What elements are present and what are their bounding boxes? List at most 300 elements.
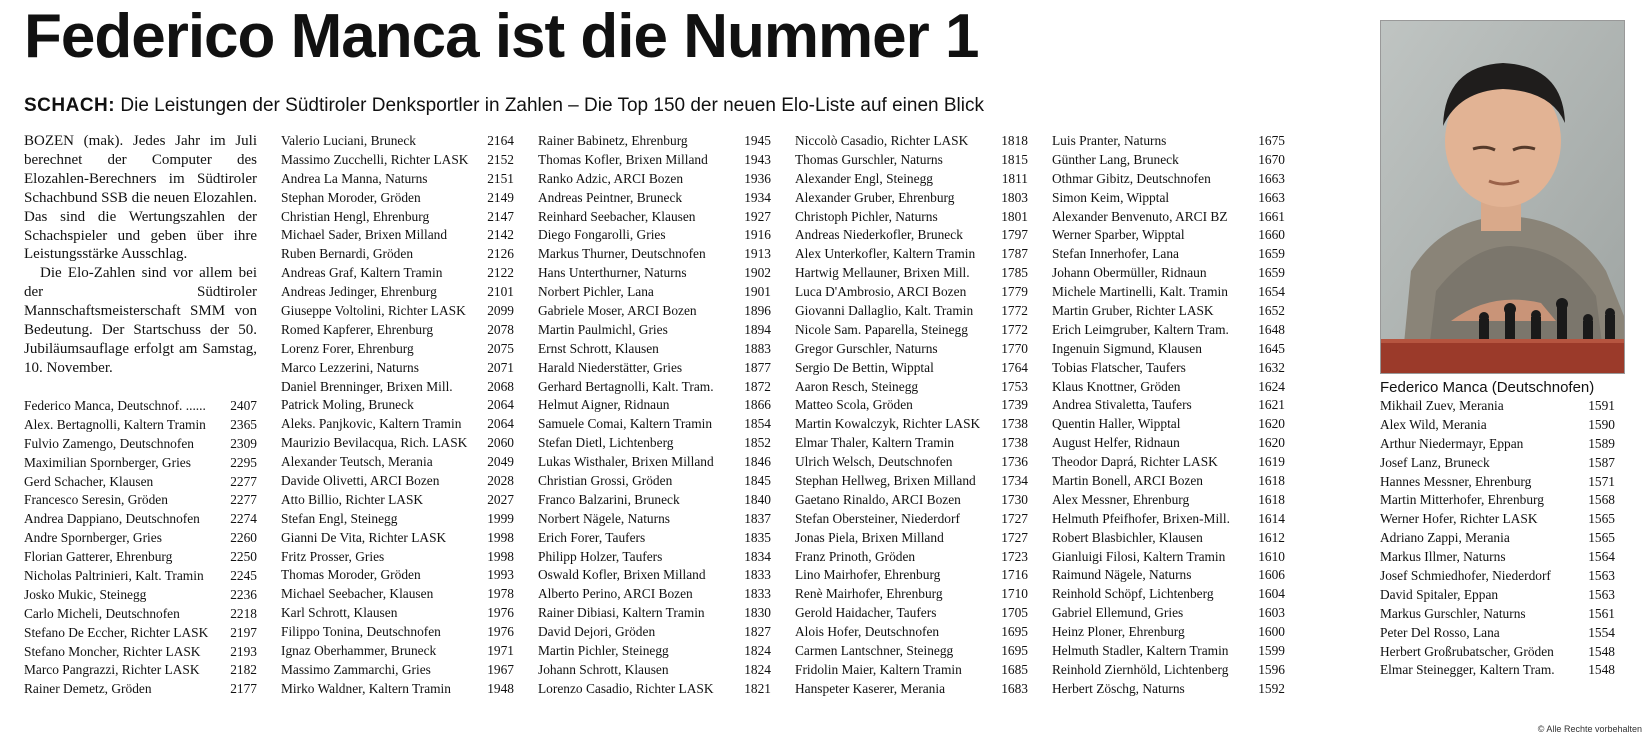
player-name: Gerold Haidacher, Taufers <box>795 605 937 621</box>
elo-rating: 1945 <box>744 133 771 148</box>
player-name: Florian Gatterer, Ehrenburg <box>24 549 173 565</box>
player-name: Martin Mitterhofer, Ehrenburg <box>1380 492 1544 508</box>
player-name: August Helfer, Ridnaun <box>1052 435 1180 451</box>
copyright-notice: © Alle Rechte vorbehalten <box>1537 724 1642 734</box>
elo-rating: 1753 <box>1001 378 1028 394</box>
player-name: Tobias Flatscher, Taufers <box>1052 359 1186 375</box>
elo-list-entry <box>795 208 1028 227</box>
elo-rating: 1824 <box>744 643 771 659</box>
elo-list-entry <box>538 302 771 321</box>
elo-list-entry <box>281 151 514 170</box>
player-name: Martin Pichler, Steinegg <box>538 643 669 659</box>
elo-rating: 1723 <box>1001 548 1028 564</box>
player-name: Aleks. Panjkovic, Kaltern Tramin <box>281 416 462 432</box>
elo-list-entry <box>1380 491 1615 510</box>
elo-list-entry <box>795 245 1028 264</box>
elo-rating: 1564 <box>1588 549 1615 565</box>
player-name: Mikhail Zuev, Merania <box>1380 398 1504 413</box>
elo-list-entry <box>1052 189 1285 208</box>
elo-list-entry <box>281 283 514 302</box>
player-name: Hanspeter Kaserer, Merania <box>795 680 946 696</box>
elo-list-entry <box>1052 642 1285 661</box>
player-name: Maximilian Spornberger, Gries <box>24 454 191 470</box>
elo-list-entry <box>1380 605 1615 624</box>
elo-rating: 1661 <box>1258 208 1285 224</box>
elo-list-entry <box>795 378 1028 397</box>
elo-list-entry <box>1052 680 1285 699</box>
player-name: Markus Illmer, Naturns <box>1380 549 1506 565</box>
elo-rating: 1943 <box>744 151 771 167</box>
elo-rating: 2049 <box>487 454 514 470</box>
player-name: Herbert Großrubatscher, Gröden <box>1380 643 1554 659</box>
player-name: Andreas Jedinger, Ehrenburg <box>281 284 437 300</box>
elo-list-entry <box>538 661 771 680</box>
elo-list-entry <box>1380 416 1615 435</box>
elo-rating: 1663 <box>1258 189 1285 205</box>
player-photo <box>1380 20 1625 374</box>
player-name: Karl Schrott, Klausen <box>281 605 398 621</box>
elo-list-entry <box>1052 604 1285 623</box>
elo-list-entry <box>538 321 771 340</box>
elo-rating: 2164 <box>487 133 514 148</box>
player-name: Lukas Wisthaler, Brixen Milland <box>538 454 714 470</box>
player-name: Elmar Steinegger, Kaltern Tram. <box>1380 662 1555 678</box>
elo-rating: 2027 <box>487 491 514 507</box>
player-name: Martin Gruber, Richter LASK <box>1052 303 1214 319</box>
player-name: Ranko Adzic, ARCI Bozen <box>538 170 684 186</box>
elo-list-entry <box>538 434 771 453</box>
player-name: Ruben Bernardi, Gröden <box>281 246 414 262</box>
intro-paragraph-1: BOZEN (mak). Jedes Jahr im Juli berechnet der Computer des Elozahlen-Berechners im Südtiroler Schachbund SSB die neuen Elozahlen. Das sind die Wertungszahlen der Schachspieler und geben über ihre Leistungsstärke Ausschlag. <box>24 133 257 263</box>
elo-list-entry <box>538 245 771 264</box>
elo-rating: 1604 <box>1258 586 1285 602</box>
elo-rating: 1803 <box>1001 189 1028 205</box>
elo-list-entry <box>281 623 514 642</box>
elo-list-entry <box>1052 661 1285 680</box>
elo-list-entry <box>795 529 1028 548</box>
elo-list-entry <box>1052 132 1285 151</box>
player-name: Stefan Engl, Steinegg <box>281 510 398 526</box>
elo-rating: 1554 <box>1588 624 1615 640</box>
elo-rating: 1619 <box>1258 454 1285 470</box>
elo-list-entry <box>1380 661 1615 680</box>
player-name: Martin Paulmichl, Gries <box>538 321 668 337</box>
player-name: Philipp Holzer, Taufers <box>538 548 663 564</box>
player-name: Reinhold Schöpf, Lichtenberg <box>1052 586 1214 602</box>
elo-rating: 1610 <box>1258 548 1285 564</box>
elo-rating: 1845 <box>744 473 771 489</box>
player-name: Rainer Demetz, Gröden <box>24 681 152 697</box>
player-name: Valerio Luciani, Bruneck <box>281 133 416 148</box>
elo-list-entry <box>1052 491 1285 510</box>
player-name: Alexander Gruber, Ehrenburg <box>795 189 955 205</box>
elo-list-entry <box>538 170 771 189</box>
elo-rating: 2260 <box>230 530 257 546</box>
elo-list-entry <box>281 510 514 529</box>
elo-rating: 1821 <box>744 680 771 696</box>
player-name: Ingenuin Sigmund, Klausen <box>1052 340 1202 356</box>
elo-list-entry <box>1380 397 1615 416</box>
elo-list-entry <box>1380 586 1615 605</box>
elo-list-entry <box>24 567 257 586</box>
elo-rating: 1727 <box>1001 510 1028 526</box>
elo-list-entry <box>281 472 514 491</box>
elo-list-entry <box>795 132 1028 151</box>
elo-rating: 1902 <box>744 265 771 281</box>
subhead-text: Die Leistungen der Südtiroler Denksportler in Zahlen – Die Top 150 der neuen Elo-Liste auf einen Blick <box>115 95 984 116</box>
player-name: Helmuth Pfeifhofer, Brixen-Mill. <box>1052 510 1230 526</box>
player-name: Johann Obermüller, Ridnaun <box>1052 265 1207 281</box>
elo-rating: 2309 <box>230 435 257 451</box>
player-name: Raimund Nägele, Naturns <box>1052 567 1192 583</box>
elo-list-entry <box>1052 226 1285 245</box>
elo-rating: 1710 <box>1001 586 1028 602</box>
elo-rating: 1645 <box>1258 340 1285 356</box>
player-name: Niccolò Casadio, Richter LASK <box>795 133 969 148</box>
elo-list-entry <box>281 245 514 264</box>
elo-rating: 1948 <box>487 680 514 696</box>
player-name: Andrea La Manna, Naturns <box>281 170 428 186</box>
elo-list-entry <box>538 132 771 151</box>
elo-rating: 2142 <box>487 227 514 243</box>
elo-rating: 1785 <box>1001 265 1028 281</box>
elo-rating: 1834 <box>744 548 771 564</box>
player-name: David Dejori, Gröden <box>538 624 656 640</box>
elo-rating: 1548 <box>1588 643 1615 659</box>
elo-list-entry <box>795 415 1028 434</box>
elo-rating: 1648 <box>1258 321 1285 337</box>
elo-list-entry <box>795 302 1028 321</box>
elo-rating: 1620 <box>1258 435 1285 451</box>
elo-rating: 1659 <box>1258 246 1285 262</box>
elo-list-entry <box>1052 208 1285 227</box>
player-name: Stephan Hellweg, Brixen Milland <box>795 473 976 489</box>
player-name: Norbert Pichler, Lana <box>538 284 654 300</box>
elo-rating: 1833 <box>744 567 771 583</box>
elo-rating: 1571 <box>1588 473 1615 489</box>
player-name: Johann Schrott, Klausen <box>538 661 669 677</box>
elo-list-entry <box>1052 529 1285 548</box>
elo-list-entry <box>1052 359 1285 378</box>
player-name: Thomas Moroder, Gröden <box>281 567 421 583</box>
elo-list-entry <box>24 605 257 624</box>
player-name: Davide Olivetti, ARCI Bozen <box>281 473 440 489</box>
player-name: Othmar Gibitz, Deutschnofen <box>1052 170 1211 186</box>
elo-rating: 1695 <box>1001 624 1028 640</box>
elo-rating: 2197 <box>230 624 257 640</box>
elo-rating: 2060 <box>487 435 514 451</box>
player-name: Samuele Comai, Kaltern Tramin <box>538 416 713 432</box>
player-name: Federico Manca, Deutschnof. ...... <box>24 398 206 413</box>
elo-rating: 1967 <box>487 661 514 677</box>
elo-list-entry <box>24 624 257 643</box>
elo-rating: 1618 <box>1258 491 1285 507</box>
player-name: Massimo Zucchelli, Richter LASK <box>281 151 469 167</box>
elo-list-entry <box>1052 566 1285 585</box>
elo-list-entry <box>281 491 514 510</box>
elo-list-entry <box>1052 170 1285 189</box>
player-name: Erich Leimgruber, Kaltern Tram. <box>1052 321 1229 337</box>
elo-rating: 1852 <box>744 435 771 451</box>
player-name: Alex Messner, Ehrenburg <box>1052 491 1190 507</box>
elo-rating: 1739 <box>1001 397 1028 413</box>
player-name: Stefan Innerhofer, Lana <box>1052 246 1179 262</box>
elo-rating: 1660 <box>1258 227 1285 243</box>
player-name: Stefano De Eccher, Richter LASK <box>24 624 209 640</box>
player-name: Stephan Moroder, Gröden <box>281 189 421 205</box>
elo-rating: 1976 <box>487 624 514 640</box>
elo-list-entry <box>281 661 514 680</box>
elo-rating: 1603 <box>1258 605 1285 621</box>
elo-list-entry <box>795 510 1028 529</box>
elo-rating: 1827 <box>744 624 771 640</box>
elo-list-entry <box>24 510 257 529</box>
elo-rating: 1872 <box>744 378 771 394</box>
player-name: Josef Schmiedhofer, Niederdorf <box>1380 568 1551 584</box>
player-name: Peter Del Rosso, Lana <box>1380 624 1500 640</box>
elo-list-entry <box>1380 548 1615 567</box>
elo-list-entry <box>1380 454 1615 473</box>
elo-list-entry <box>538 491 771 510</box>
elo-list-entry <box>1380 510 1615 529</box>
player-name: Heinz Ploner, Ehrenburg <box>1052 624 1185 640</box>
player-name: Daniel Brenninger, Brixen Mill. <box>281 378 453 394</box>
elo-rating: 1659 <box>1258 265 1285 281</box>
elo-list-entry <box>795 396 1028 415</box>
elo-list-entry <box>24 586 257 605</box>
elo-rating: 1670 <box>1258 151 1285 167</box>
player-name: Marco Lezzerini, Naturns <box>281 359 419 375</box>
player-name: Nicole Sam. Paparella, Steinegg <box>795 321 968 337</box>
elo-rating: 1764 <box>1001 359 1028 375</box>
elo-rating: 1568 <box>1588 492 1615 508</box>
elo-list-entry <box>281 585 514 604</box>
elo-list-entry <box>24 435 257 454</box>
player-name: Gerhard Bertagnolli, Kalt. Tram. <box>538 378 714 394</box>
elo-rating: 1614 <box>1258 510 1285 526</box>
elo-list-entry <box>795 491 1028 510</box>
player-name: Thomas Kofler, Brixen Milland <box>538 151 708 167</box>
player-name: Fridolin Maier, Kaltern Tramin <box>795 661 962 677</box>
player-photo-illustration <box>1381 21 1625 374</box>
player-name: Michael Sader, Brixen Milland <box>281 227 448 243</box>
elo-list-entry <box>24 397 257 416</box>
player-name: Andreas Peintner, Bruneck <box>538 189 683 205</box>
elo-list-entry <box>538 472 771 491</box>
player-name: Patrick Moling, Bruneck <box>281 397 414 413</box>
player-name: Andreas Graf, Kaltern Tramin <box>281 265 443 281</box>
elo-list-entry <box>538 340 771 359</box>
elo-rating: 1894 <box>744 321 771 337</box>
player-name: Rainer Babinetz, Ehrenburg <box>538 133 688 148</box>
elo-list-entry <box>281 642 514 661</box>
player-name: Lorenzo Casadio, Richter LASK <box>538 680 714 696</box>
elo-rating: 2152 <box>487 151 514 167</box>
elo-list-entry <box>1052 340 1285 359</box>
elo-rating: 1770 <box>1001 340 1028 356</box>
elo-rating: 1978 <box>487 586 514 602</box>
elo-list-entry <box>281 189 514 208</box>
player-name: Reinhold Ziernhöld, Lichtenberg <box>1052 661 1229 677</box>
player-name: Francesco Seresin, Gröden <box>24 492 168 508</box>
elo-rating: 1854 <box>744 416 771 432</box>
elo-rating: 1705 <box>1001 605 1028 621</box>
player-name: Jonas Piela, Brixen Milland <box>795 529 944 545</box>
elo-rating: 1913 <box>744 246 771 262</box>
elo-rating: 1866 <box>744 397 771 413</box>
elo-list-entry <box>538 189 771 208</box>
elo-rating: 1896 <box>744 303 771 319</box>
elo-list-entry <box>1052 415 1285 434</box>
player-name: Romed Kapferer, Ehrenburg <box>281 321 434 337</box>
elo-list-entry <box>281 226 514 245</box>
elo-rating: 2182 <box>230 662 257 678</box>
player-name: Martin Bonell, ARCI Bozen <box>1052 473 1204 489</box>
elo-rating: 1837 <box>744 510 771 526</box>
elo-list-entry <box>795 604 1028 623</box>
elo-list-entry <box>538 359 771 378</box>
elo-rating: 2078 <box>487 321 514 337</box>
elo-list-entry <box>24 473 257 492</box>
elo-list-entry <box>795 548 1028 567</box>
player-name: Rainer Dibiasi, Kaltern Tramin <box>538 605 705 621</box>
elo-rating: 1624 <box>1258 378 1285 394</box>
elo-rating: 1901 <box>744 284 771 300</box>
player-name: Theodor Daprá, Richter LASK <box>1052 454 1218 470</box>
elo-list-entry <box>538 529 771 548</box>
player-name: Martin Kowalczyk, Richter LASK <box>795 416 981 432</box>
player-name: Werner Hofer, Richter LASK <box>1380 511 1538 527</box>
elo-list-entry <box>24 661 257 680</box>
elo-list-entry <box>281 529 514 548</box>
player-name: Franco Balzarini, Bruneck <box>538 491 680 507</box>
elo-rating: 2071 <box>487 359 514 375</box>
elo-list-entry <box>795 566 1028 585</box>
player-name: Hannes Messner, Ehrenburg <box>1380 473 1532 489</box>
elo-rating: 1599 <box>1258 643 1285 659</box>
elo-rating: 1738 <box>1001 435 1028 451</box>
elo-rating: 1606 <box>1258 567 1285 583</box>
player-name: Matteo Scola, Gröden <box>795 397 913 413</box>
player-name: Christian Grossi, Gröden <box>538 473 673 489</box>
elo-list-entry <box>795 472 1028 491</box>
player-name: Franz Prinoth, Gröden <box>795 548 916 564</box>
player-name: Robert Blasbichler, Klausen <box>1052 529 1203 545</box>
intro-paragraph-2: Die Elo-Zahlen sind vor allem bei der Südtiroler Mannschaftsmeisterschaft SMM von Bedeutung. Der Startschuss der 50. Jubiläumsauflage erfolgt am Samstag, 10. November. <box>24 265 257 376</box>
player-name: Mirko Waldner, Kaltern Tramin <box>281 680 451 696</box>
elo-rating: 1797 <box>1001 227 1028 243</box>
player-name: Erich Forer, Taufers <box>538 529 646 545</box>
elo-rating: 1590 <box>1588 416 1615 432</box>
elo-rating: 1596 <box>1258 661 1285 677</box>
elo-rating: 1818 <box>1001 133 1028 148</box>
player-name: Werner Sparber, Wipptal <box>1052 227 1185 243</box>
elo-list-entry <box>24 491 257 510</box>
elo-list-entry <box>281 359 514 378</box>
elo-rating: 1612 <box>1258 529 1285 545</box>
elo-rating: 1787 <box>1001 246 1028 262</box>
player-name: Ignaz Oberhammer, Bruneck <box>281 643 437 659</box>
elo-list-column-6 <box>1380 397 1615 680</box>
player-name: Josef Lanz, Bruneck <box>1380 454 1490 470</box>
elo-list-column-4 <box>795 132 1028 699</box>
elo-rating: 2064 <box>487 397 514 413</box>
player-name: Helmuth Stadler, Kaltern Tramin <box>1052 643 1229 659</box>
elo-list-entry <box>538 151 771 170</box>
player-name: Alex Wild, Merania <box>1380 416 1487 432</box>
player-name: Marco Pangrazzi, Richter LASK <box>24 662 200 678</box>
elo-list-entry <box>281 378 514 397</box>
elo-rating: 2099 <box>487 303 514 319</box>
player-name: Alberto Perino, ARCI Bozen <box>538 586 693 602</box>
player-name: Maurizio Bevilacqua, Rich. LASK <box>281 435 468 451</box>
player-name: Carlo Micheli, Deutschnofen <box>24 605 180 621</box>
player-name: Massimo Zammarchi, Gries <box>281 661 431 677</box>
elo-list-entry <box>795 680 1028 699</box>
player-name: Lorenz Forer, Ehrenburg <box>281 340 414 356</box>
player-name: Alois Hofer, Deutschnofen <box>795 624 940 640</box>
elo-list-entry <box>538 623 771 642</box>
elo-list-entry <box>1380 643 1615 662</box>
player-name: Stefan Obersteiner, Niederdorf <box>795 510 960 526</box>
elo-list-entry <box>538 226 771 245</box>
elo-rating: 1934 <box>744 189 771 205</box>
elo-rating: 1620 <box>1258 416 1285 432</box>
player-name: Arthur Niedermayr, Eppan <box>1380 435 1524 451</box>
player-name: Alex. Bertagnolli, Kaltern Tramin <box>24 416 206 432</box>
player-name: Michael Seebacher, Klausen <box>281 586 434 602</box>
elo-list-entry <box>281 264 514 283</box>
player-name: Klaus Knottner, Gröden <box>1052 378 1181 394</box>
player-name: Giuseppe Voltolini, Richter LASK <box>281 303 466 319</box>
player-name: Hans Unterthurner, Naturns <box>538 265 687 281</box>
elo-rating: 1971 <box>487 643 514 659</box>
elo-list-entry <box>24 643 257 662</box>
photo-caption: Federico Manca (Deutschnofen) <box>1380 379 1595 396</box>
elo-rating: 1824 <box>744 661 771 677</box>
elo-rating: 1830 <box>744 605 771 621</box>
elo-rating: 2126 <box>487 246 514 262</box>
elo-list-entry <box>795 359 1028 378</box>
player-name: Gerd Schacher, Klausen <box>24 473 154 489</box>
player-name: Andre Spornberger, Gries <box>24 530 162 546</box>
elo-list-entry <box>538 510 771 529</box>
player-name: Oswald Kofler, Brixen Milland <box>538 567 706 583</box>
elo-rating: 1654 <box>1258 284 1285 300</box>
elo-list-entry <box>24 548 257 567</box>
elo-rating: 1772 <box>1001 321 1028 337</box>
elo-rating: 1548 <box>1588 662 1615 678</box>
elo-rating: 1591 <box>1588 398 1615 413</box>
player-name: Stefano Moncher, Richter LASK <box>24 643 201 659</box>
elo-list-entry <box>538 566 771 585</box>
elo-rating: 2236 <box>230 586 257 602</box>
elo-list-entry <box>1052 321 1285 340</box>
elo-rating: 1801 <box>1001 208 1028 224</box>
elo-rating: 2064 <box>487 416 514 432</box>
player-name: Michele Martinelli, Kalt. Tramin <box>1052 284 1228 300</box>
elo-rating: 2068 <box>487 378 514 394</box>
elo-rating: 1652 <box>1258 303 1285 319</box>
elo-rating: 1738 <box>1001 416 1028 432</box>
player-name: Luis Pranter, Naturns <box>1052 133 1167 148</box>
elo-list-entry <box>795 283 1028 302</box>
elo-list-entry <box>538 642 771 661</box>
elo-rating: 1883 <box>744 340 771 356</box>
elo-list-entry <box>281 170 514 189</box>
elo-rating: 1734 <box>1001 473 1028 489</box>
elo-rating: 1685 <box>1001 661 1028 677</box>
